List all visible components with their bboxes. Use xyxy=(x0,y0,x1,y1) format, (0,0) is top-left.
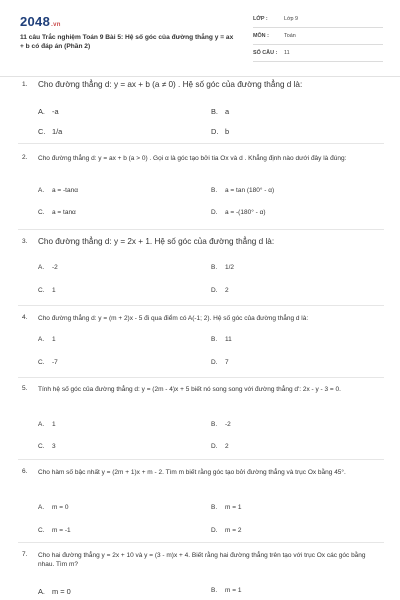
option-d[interactable] xyxy=(211,209,266,216)
option-letter: C. xyxy=(38,127,46,136)
question-text: Cho hàm số bậc nhất y = (2m + 1)x + m - 2. Tìm m biết rằng góc tạo bởi đường thẳng và trục Ox bằng 45°. xyxy=(38,469,346,476)
option-text: 1/2 xyxy=(225,264,235,271)
option-letter: C. xyxy=(38,209,45,216)
site-logo[interactable] xyxy=(20,14,61,29)
option-d[interactable] xyxy=(211,127,229,136)
option-b[interactable] xyxy=(211,107,229,116)
meta-key: SỐ CÂU : xyxy=(253,50,278,56)
question-number: 6. xyxy=(22,468,28,475)
option-b[interactable] xyxy=(211,504,241,511)
question-divider xyxy=(18,377,384,378)
option-text: -7 xyxy=(52,359,58,366)
option-text: m = 0 xyxy=(52,587,71,596)
option-text: m = 1 xyxy=(225,587,242,594)
question-text: Tính hệ số góc của đường thẳng d: y = (2m - 4)x + 5 biết nó song song với đường thẳng d': 2x - y - 3 = 0. xyxy=(38,386,341,393)
option-letter: B. xyxy=(211,187,218,194)
meta-key: MÔN : xyxy=(253,33,269,39)
option-text: -2 xyxy=(52,264,58,271)
meta-row-subject xyxy=(253,31,383,45)
option-a[interactable] xyxy=(38,587,71,596)
option-text: 2 xyxy=(225,443,229,450)
question-divider xyxy=(18,229,384,230)
question-number: 3. xyxy=(22,238,28,245)
option-d[interactable] xyxy=(211,443,229,450)
option-a[interactable] xyxy=(38,187,78,194)
option-letter: B. xyxy=(211,587,218,594)
question-number: 2. xyxy=(22,154,28,161)
question-number: 7. xyxy=(22,551,28,558)
option-d[interactable] xyxy=(211,527,241,534)
question-text: Cho đường thẳng d: y = ax + b (a > 0) . Gọi α là góc tạo bởi tia Ox và d . Khẳng định nào dưới đây là đúng: xyxy=(38,155,347,162)
option-a[interactable] xyxy=(38,107,59,116)
question-number: 4. xyxy=(22,314,28,321)
option-letter: B. xyxy=(211,336,218,343)
option-letter: A. xyxy=(38,504,45,511)
option-a[interactable] xyxy=(38,504,68,511)
option-text: b xyxy=(225,127,230,136)
question-divider xyxy=(18,542,384,543)
question-number: 5. xyxy=(22,385,28,392)
option-text: m = -1 xyxy=(52,527,71,534)
question-text: Cho đường thẳng d: y = (m + 2)x - 5 đi qua điểm có A(-1; 2). Hệ số góc của đường thẳng d là: xyxy=(38,315,309,322)
option-letter: D. xyxy=(211,443,218,450)
option-letter: D. xyxy=(211,287,218,294)
meta-row-count xyxy=(253,48,383,62)
question-divider xyxy=(18,459,384,460)
option-a[interactable] xyxy=(38,421,56,428)
option-letter: A. xyxy=(38,421,45,428)
option-b[interactable] xyxy=(211,336,232,343)
option-text: a = tanα xyxy=(52,209,76,216)
option-text: 7 xyxy=(225,359,229,366)
option-d[interactable] xyxy=(211,359,229,366)
option-letter: C. xyxy=(38,443,45,450)
option-letter: D. xyxy=(211,527,218,534)
option-a[interactable] xyxy=(38,264,58,271)
header-divider xyxy=(0,76,400,77)
option-text: 1 xyxy=(52,287,56,294)
option-text: -a xyxy=(52,107,59,116)
option-letter: B. xyxy=(211,264,218,271)
option-c[interactable] xyxy=(38,287,56,294)
option-letter: B. xyxy=(211,107,218,116)
option-c[interactable] xyxy=(38,527,71,534)
option-letter: A. xyxy=(38,187,45,194)
option-b[interactable] xyxy=(211,264,234,271)
option-c[interactable] xyxy=(38,209,76,216)
option-b[interactable] xyxy=(211,187,274,194)
option-letter: C. xyxy=(38,359,45,366)
question-text: Cho đường thẳng d: y = ax + b (a ≠ 0) . Hệ số góc của đường thẳng d là: xyxy=(38,80,303,89)
option-text: a = -tanα xyxy=(52,187,78,194)
option-b[interactable] xyxy=(211,421,231,428)
meta-key: LỚP : xyxy=(253,16,268,22)
option-letter: B. xyxy=(211,421,218,428)
option-c[interactable] xyxy=(38,359,58,366)
option-text: m = 2 xyxy=(225,527,242,534)
option-text: a = -(180° - α) xyxy=(225,209,266,216)
document-title: 11 câu Trắc nghiệm Toán 9 Bài 5: Hệ số góc của đường thẳng y = ax + b có đáp án (Phần 2) xyxy=(20,34,234,50)
meta-value: Lớp 9 xyxy=(284,16,299,22)
meta-value: 11 xyxy=(284,50,290,56)
option-letter: D. xyxy=(211,359,218,366)
option-text: 1/a xyxy=(52,127,63,136)
option-letter: A. xyxy=(38,107,45,116)
page-header xyxy=(0,0,400,76)
option-text: -2 xyxy=(225,421,231,428)
option-text: a xyxy=(225,107,230,116)
option-letter: A. xyxy=(38,264,45,271)
meta-row-grade xyxy=(253,14,383,28)
option-c[interactable] xyxy=(38,443,56,450)
option-text: 11 xyxy=(225,336,232,343)
option-letter: D. xyxy=(211,127,219,136)
option-letter: A. xyxy=(38,587,45,596)
option-d[interactable] xyxy=(211,287,229,294)
logo-text: 2048 xyxy=(20,14,51,29)
question-divider xyxy=(18,305,384,306)
option-letter: C. xyxy=(38,527,45,534)
option-text: 2 xyxy=(225,287,229,294)
question-text: Cho đường thẳng d: y = 2x + 1. Hệ số góc của đường thẳng d là: xyxy=(38,237,275,246)
option-text: 3 xyxy=(52,443,56,450)
logo-suffix: .vn xyxy=(51,22,61,28)
option-letter: A. xyxy=(38,336,45,343)
option-b[interactable] xyxy=(211,587,241,594)
option-letter: B. xyxy=(211,504,218,511)
question-divider xyxy=(18,143,384,144)
option-a[interactable] xyxy=(38,336,56,343)
option-letter: D. xyxy=(211,209,218,216)
option-text: 1 xyxy=(52,421,56,428)
option-text: a = tan (180° - α) xyxy=(225,187,275,194)
question-text: Cho hai đường thẳng y = 2x + 10 và y = (3 - m)x + 4. Biết rằng hai đường thẳng trên tạo với trục Ox các góc bằng nhau. Tìm m? xyxy=(38,552,366,568)
meta-value: Toán xyxy=(284,33,296,39)
option-text: m = 1 xyxy=(225,504,242,511)
meta-table xyxy=(253,14,383,65)
question-number: 1. xyxy=(22,81,28,88)
option-text: m = 0 xyxy=(52,504,69,511)
option-c[interactable] xyxy=(38,127,62,136)
option-text: 1 xyxy=(52,336,56,343)
option-letter: C. xyxy=(38,287,45,294)
